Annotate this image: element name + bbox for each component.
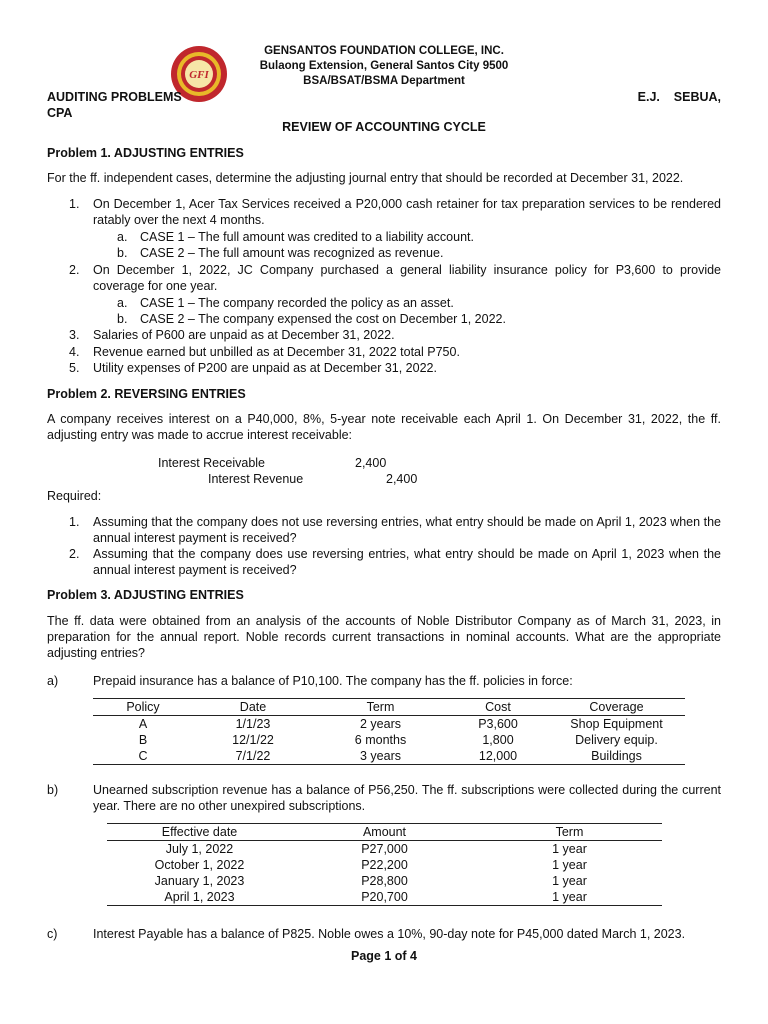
school-address: Bulaong Extension, General Santos City 9500 <box>259 60 509 72</box>
entry-debit-amount: 2,400 <box>355 456 387 470</box>
problem1-item4: Revenue earned but unbilled as at December 31, 2022 total P750. <box>93 345 460 359</box>
table-cell: 7/1/22 <box>193 748 313 765</box>
problem1-item2a: CASE 1 – The company recorded the policy as an asset. <box>140 296 454 310</box>
list-letter: a. <box>117 296 128 310</box>
table-cell: 1 year <box>552 874 587 888</box>
table-row <box>107 857 662 873</box>
table-row <box>93 748 685 765</box>
item-label: c) <box>47 927 58 941</box>
table-cell: April 1, 2023 <box>107 889 292 906</box>
column-header: Amount <box>292 824 477 841</box>
department: BSA/BSAT/BSMA Department <box>303 75 465 87</box>
column-header: Coverage <box>548 699 685 716</box>
policy-table <box>93 698 685 765</box>
table-cell: A <box>138 717 148 731</box>
column-header: Cost <box>448 699 548 716</box>
table-row <box>93 732 685 748</box>
list-letter: b. <box>117 312 128 326</box>
table-row <box>107 889 662 906</box>
list-number: 1. <box>69 197 80 211</box>
table-cell: Delivery equip. <box>575 733 658 747</box>
table-cell: P20,700 <box>292 889 477 906</box>
column-header: Date <box>193 699 313 716</box>
problem1-item1: On December 1, Acer Tax Services received a P20,000 cash retainer for tax preparation services to be rendered ratably over the next 4 months. <box>93 197 721 227</box>
school-name: GENSANTOS FOUNDATION COLLEGE, INC. <box>264 45 504 57</box>
letterhead <box>47 44 721 89</box>
problem2-heading: Problem 2. REVERSING ENTRIES <box>47 387 246 401</box>
list-letter: b. <box>117 246 128 260</box>
list-number: 2. <box>69 263 80 277</box>
table-row <box>107 873 662 889</box>
document-title: REVIEW OF ACCOUNTING CYCLE <box>282 120 486 134</box>
problem3-b-text: Unearned subscription revenue has a balance of P56,250. The ff. subscriptions were collected during the current year. There are no other unexpired subscriptions. <box>93 783 721 813</box>
list-number: 2. <box>69 547 80 561</box>
table-cell: P22,200 <box>361 858 408 872</box>
table-cell: B <box>138 733 148 747</box>
table-header-row <box>107 824 662 841</box>
course-name: AUDITING PROBLEMS <box>47 90 182 104</box>
problem1-item1a: CASE 1 – The full amount was credited to a liability account. <box>140 230 474 244</box>
table-cell: January 1, 2023 <box>154 874 245 888</box>
table-cell: July 1, 2022 <box>165 842 234 856</box>
entry-debit-account: Interest Receivable <box>158 456 266 470</box>
table-cell: P3,600 <box>478 717 518 731</box>
table-cell: C <box>93 748 193 765</box>
entry-credit-amount: 2,400 <box>386 472 418 486</box>
table-cell: 2 years <box>360 717 401 731</box>
column-header: Policy <box>93 699 193 716</box>
table-cell: 6 months <box>354 733 407 747</box>
problem2-req1: Assuming that the company does not use reversing entries, what entry should be made on April 1, 2023 when the annual interest payment is received? <box>93 515 721 545</box>
table-cell: 1,800 <box>482 733 514 747</box>
table-cell: 12/1/22 <box>232 733 274 747</box>
logo-text: GFI <box>189 69 209 81</box>
column-header: Effective date <box>107 824 292 841</box>
table-row <box>107 841 662 858</box>
table-cell: 3 years <box>313 748 448 765</box>
table-cell: Buildings <box>548 748 685 765</box>
required-label: Required: <box>47 489 102 503</box>
table-cell: P28,800 <box>361 874 408 888</box>
problem1-intro: For the ff. independent cases, determine the adjusting journal entry that should be recorded at December 31, 2022. <box>47 171 684 185</box>
problem1-item2b: CASE 2 – The company expensed the cost on December 1, 2022. <box>140 312 506 326</box>
problem1-item1b: CASE 2 – The full amount was recognized as revenue. <box>140 246 444 260</box>
problem1-item2: On December 1, 2022, JC Company purchased a general liability insurance policy for P3,600 to provide coverage for one year. <box>93 263 721 293</box>
problem1-heading: Problem 1. ADJUSTING ENTRIES <box>47 146 244 160</box>
course-suffix: CPA <box>47 106 73 120</box>
column-header: Term <box>477 824 662 841</box>
list-number: 4. <box>69 345 80 359</box>
list-number: 1. <box>69 515 80 529</box>
list-number: 5. <box>69 361 80 375</box>
table-cell: P27,000 <box>361 842 408 856</box>
table-header-row <box>93 699 685 716</box>
problem3-a-text: Prepaid insurance has a balance of P10,100. The company has the ff. policies in force: <box>93 674 573 688</box>
problem2-intro: A company receives interest on a P40,000, 8%, 5-year note receivable each April 1. On December 31, 2022, the ff. adjusting entry was made to accrue interest receivable: <box>47 412 721 442</box>
column-header: Term <box>313 699 448 716</box>
entry-credit-account: Interest Revenue <box>208 472 304 486</box>
item-label: b) <box>47 783 59 797</box>
table-cell: 1 year <box>552 842 587 856</box>
document-page <box>47 0 721 1024</box>
problem1-item3: Salaries of P600 are unpaid as at December 31, 2022. <box>93 328 395 342</box>
item-label: a) <box>47 674 59 688</box>
table-cell: 1 year <box>477 889 662 906</box>
page-number: Page 1 of 4 <box>351 949 417 963</box>
problem1-item5: Utility expenses of P200 are unpaid as at December 31, 2022. <box>93 361 437 375</box>
problem2-req2: Assuming that the company does use reversing entries, what entry should be made on April 1, 2023 when the annual interest payment is received? <box>93 547 721 577</box>
problem3-intro: The ff. data were obtained from an analysis of the accounts of Noble Distributor Company as of March 31, 2023, in preparation for the annual report. Noble records current transactions in nominal accounts. What are the appropriate adjusting entries? <box>47 614 721 660</box>
problem3-c-text: Interest Payable has a balance of P825. Noble owes a 10%, 90-day note for P45,000 dated March 1, 2023. <box>93 927 686 941</box>
table-cell: 12,000 <box>448 748 548 765</box>
subscriptions-table <box>107 823 662 906</box>
table-row <box>93 716 685 733</box>
table-cell: Shop Equipment <box>570 717 663 731</box>
table-cell: 1/1/23 <box>235 717 271 731</box>
instructor-name: E.J. SEBUA, <box>637 90 721 104</box>
table-cell: 1 year <box>552 858 587 872</box>
table-cell: October 1, 2022 <box>154 858 245 872</box>
list-number: 3. <box>69 328 80 342</box>
problem3-heading: Problem 3. ADJUSTING ENTRIES <box>47 588 244 602</box>
list-letter: a. <box>117 230 128 244</box>
